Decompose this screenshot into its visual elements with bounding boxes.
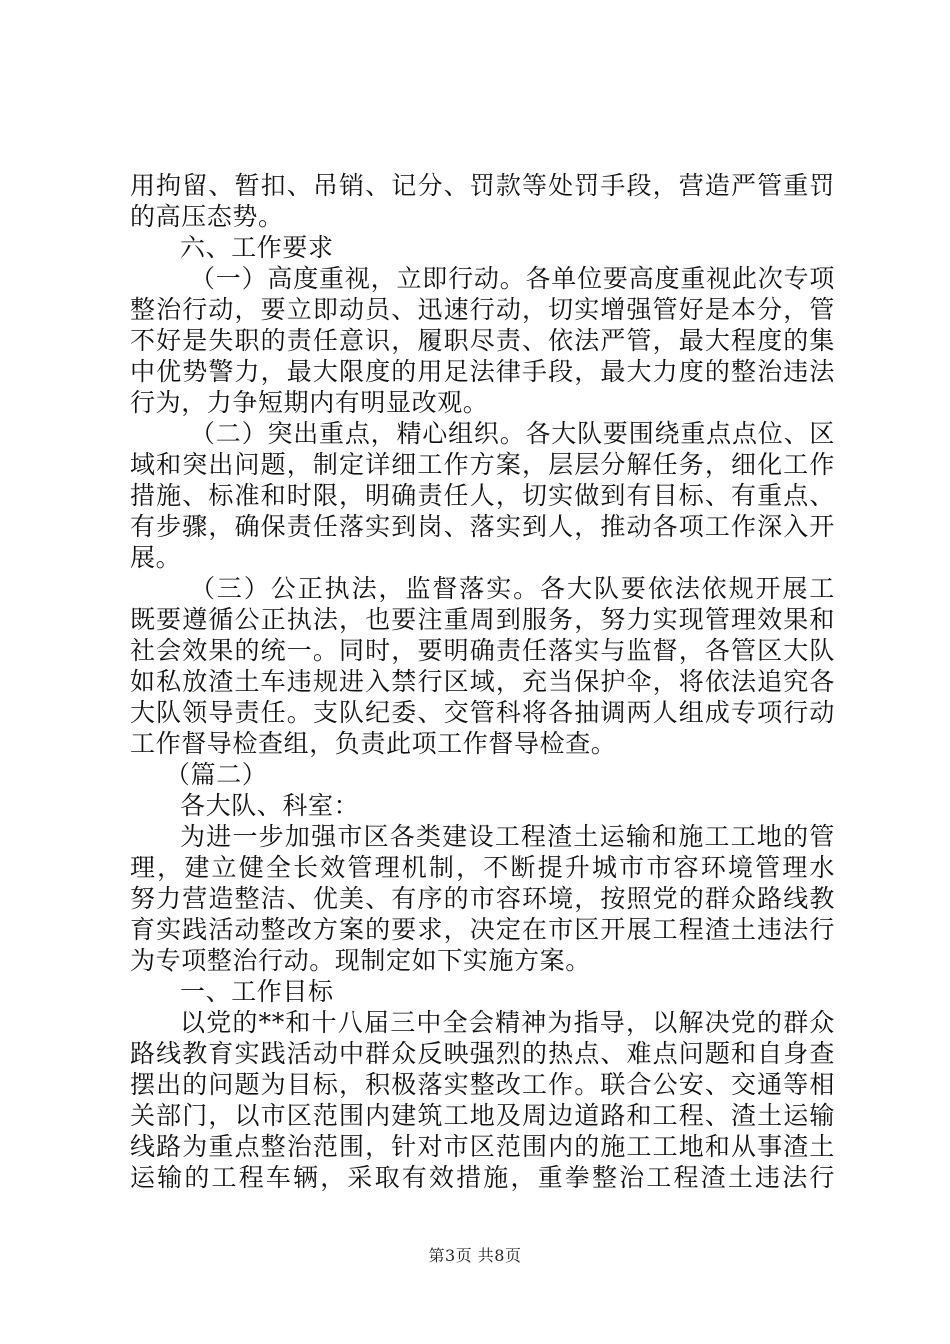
text-line: 以党的**和十八届三中全会精神为指导，以解决党的群众 [180, 1008, 835, 1037]
text-line: 摆出的问题为目标，积极落实整改工作。联合公安、交通等相 [130, 1070, 835, 1099]
text-line: 理，建立健全长效管理机制，不断提升城市市容环境管理水 [130, 853, 835, 882]
text-line: 不好是失职的责任意识，履职尽责、依法严管，最大程度的集 [130, 326, 835, 355]
text-line: 努力营造整洁、优美、有序的市容环境，按照党的群众路线教 [130, 884, 835, 913]
text-line: 育实践活动整改方案的要求，决定在市区开展工程渣土违法行 [130, 915, 835, 944]
text-line: 行为，力争短期内有明显改观。 [130, 388, 489, 417]
text-line: 如私放渣土车违规进入禁行区域，充当保护伞，将依法追究各 [130, 667, 835, 696]
text-line: 用拘留、暂扣、吊销、记分、罚款等处罚手段，营造严管重罚 [130, 171, 835, 200]
text-line: （一）高度重视，立即行动。各单位要高度重视此次专项 [190, 264, 835, 293]
text-line: 为进一步加强市区各类建设工程渣土运输和施工工地的管 [180, 822, 835, 851]
page-footer: 第3页 共8页 [428, 1246, 522, 1265]
text-line: 各大队、科室： [180, 791, 360, 820]
text-line: 关部门，以市区范围内建筑工地及周边道路和工程、渣土运输 [130, 1101, 835, 1130]
text-line: 有步骤，确保责任落实到岗、落实到人，推动各项工作深入开 [130, 512, 835, 541]
text-line: 社会效果的统一。同时，要明确责任落实与监督，各管区大队 [130, 636, 835, 665]
text-line: 展。 [130, 543, 182, 572]
text-line: 线路为重点整治范围，针对市区范围内的施工工地和从事渣土 [130, 1132, 835, 1161]
text-line: 整治行动，要立即动员、迅速行动，切实增强管好是本分，管 [130, 295, 835, 324]
text-line: 运输的工程车辆，采取有效措施，重拳整治工程渣土违法行 [130, 1163, 835, 1192]
text-line: 工作督导检查组，负责此项工作督导检查。 [130, 729, 617, 758]
text-line: 为专项整治行动。现制定如下实施方案。 [130, 946, 591, 975]
text-line: 六、工作要求 [180, 233, 334, 262]
text-line: 的高压态势。 [130, 202, 284, 231]
document-body [130, 170, 835, 1193]
text-line: （篇二） [165, 760, 268, 789]
text-line: 既要遵循公正执法，也要注重周到服务，努力实现管理效果和 [130, 605, 835, 634]
text-line: 域和突出问题，制定详细工作方案，层层分解任务，细化工作 [130, 450, 835, 479]
text-line: 路线教育实践活动中群众反映强烈的热点、难点问题和自身查 [130, 1039, 835, 1068]
text-line: （二）突出重点，精心组织。各大队要围绕重点点位、区 [190, 419, 835, 448]
text-line: （三）公正执法，监督落实。各大队要依法依规开展工 [190, 574, 835, 603]
text-line: 大队领导责任。支队纪委、交管科将各抽调两人组成专项行动 [130, 698, 835, 727]
text-line: 措施、标准和时限，明确责任人，切实做到有目标、有重点、 [130, 481, 835, 510]
text-line: 中优势警力，最大限度的用足法律手段，最大力度的整治违法 [130, 357, 835, 386]
text-line: 一、工作目标 [180, 977, 334, 1006]
